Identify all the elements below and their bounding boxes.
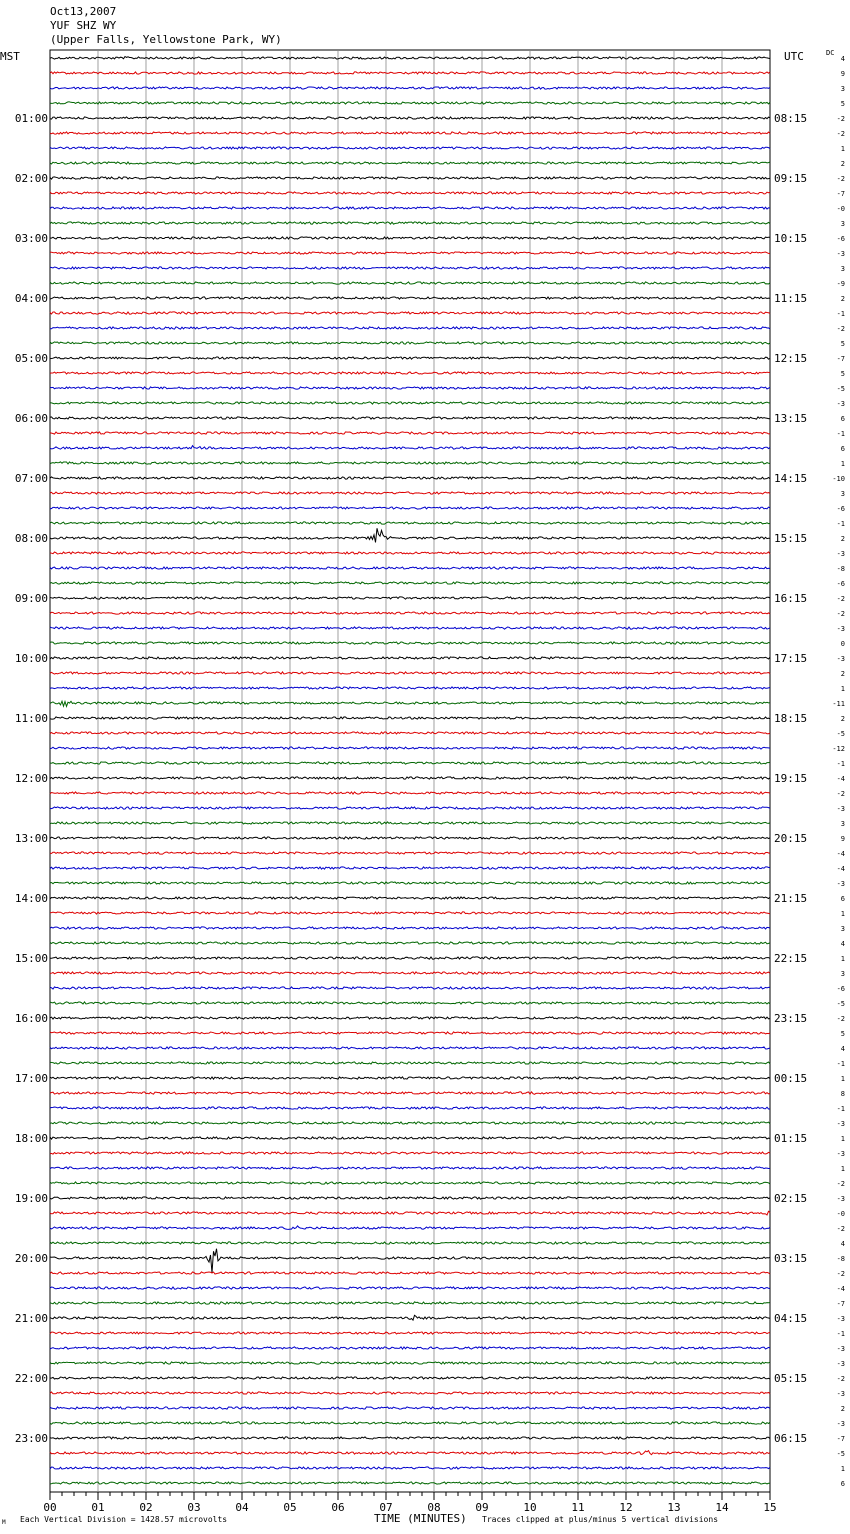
mst-hour-label: 04:00: [14, 292, 48, 305]
dc-offset-value: -6: [836, 235, 845, 243]
seismic-trace: [50, 987, 770, 989]
utc-hour-label: 12:15: [774, 352, 808, 365]
seismic-trace: [50, 657, 770, 659]
x-tick-label: 12: [619, 1501, 633, 1514]
dc-offset-value: -2: [836, 130, 845, 138]
dc-offset-value: -5: [836, 730, 845, 738]
seismic-trace: [50, 1467, 770, 1469]
dc-offset-value: -3: [836, 625, 845, 633]
mst-hour-label: 10:00: [14, 652, 48, 665]
dc-offset-value: -2: [836, 1270, 845, 1278]
mst-hour-label: 19:00: [14, 1192, 48, 1205]
mst-hour-label: 05:00: [14, 352, 48, 365]
seismic-trace: [50, 1137, 770, 1139]
mst-hour-label: 14:00: [14, 892, 48, 905]
dc-offset-value: -3: [836, 550, 845, 558]
dc-offset-value: -9: [836, 280, 845, 288]
utc-hour-label: 13:15: [774, 412, 808, 425]
x-tick-label: 05: [283, 1501, 297, 1514]
seismic-trace: [50, 477, 770, 479]
dc-offset-value: -5: [836, 385, 845, 393]
utc-hour-label: 20:15: [774, 832, 808, 845]
x-tick-label: 13: [667, 1501, 681, 1514]
mst-hour-label: 09:00: [14, 592, 48, 605]
dc-offset-value: 9: [840, 70, 845, 78]
right-timezone-label: UTC: [784, 50, 804, 63]
utc-hour-label: 23:15: [774, 1012, 808, 1025]
dc-offset-value: -1: [836, 1105, 845, 1113]
seismic-trace: [50, 432, 770, 434]
dc-offset-value: -2: [836, 595, 845, 603]
seismic-trace: [50, 1392, 770, 1394]
dc-offset-value: 5: [840, 100, 845, 108]
seismic-trace: [50, 1377, 770, 1379]
seismic-trace: [50, 1182, 770, 1184]
dc-offset-value: 2: [840, 715, 845, 723]
utc-hour-label: 01:15: [774, 1132, 808, 1145]
dc-offset-value: 1: [840, 1075, 845, 1083]
seismic-trace: [50, 1211, 770, 1215]
mst-hour-label: 03:00: [14, 232, 48, 245]
seismic-trace: [50, 1249, 770, 1273]
dc-offset-value: 6: [840, 415, 845, 423]
seismic-trace: [50, 372, 770, 374]
label-layer: [15, 55, 845, 1514]
dc-offset-value: -2: [836, 175, 845, 183]
dc-offset-value: 5: [840, 1030, 845, 1038]
dc-offset-value: -5: [836, 1450, 845, 1458]
utc-hour-label: 04:15: [774, 1312, 808, 1325]
dc-offset-value: 2: [840, 160, 845, 168]
utc-hour-label: 19:15: [774, 772, 808, 785]
seismic-trace: [50, 528, 770, 542]
seismic-trace: [50, 1152, 770, 1154]
x-tick-label: 06: [331, 1501, 345, 1514]
dc-offset-value: 1: [840, 1165, 845, 1173]
mst-hour-label: 11:00: [14, 712, 48, 725]
seismic-trace: [50, 1315, 770, 1320]
dc-offset-value: -2: [836, 1180, 845, 1188]
mst-hour-label: 17:00: [14, 1072, 48, 1085]
dc-offset-value: -4: [836, 775, 845, 783]
seismic-trace: [50, 912, 770, 914]
seismic-trace: [50, 1451, 770, 1455]
seismic-trace: [50, 1347, 770, 1349]
mst-hour-label: 08:00: [14, 532, 48, 545]
dc-offset-value: -6: [836, 985, 845, 993]
mst-hour-label: 16:00: [14, 1012, 48, 1025]
seismic-trace: [50, 102, 770, 104]
seismic-trace: [50, 822, 770, 824]
dc-offset-value: -2: [836, 790, 845, 798]
dc-offset-value: -3: [836, 1150, 845, 1158]
seismic-trace: [50, 252, 770, 254]
dc-offset-header: DC: [826, 49, 835, 57]
seismic-trace: [50, 57, 770, 60]
dc-offset-value: -3: [836, 1390, 845, 1398]
dc-offset-value: -3: [836, 1420, 845, 1428]
dc-offset-value: -3: [836, 1345, 845, 1353]
dc-offset-value: -11: [832, 700, 845, 708]
seismic-trace: [50, 1302, 770, 1304]
scale-note: Each Vertical Division = 1428.57 microvolts: [20, 1515, 228, 1524]
mst-hour-label: 07:00: [14, 472, 48, 485]
dc-offset-value: 1: [840, 1135, 845, 1143]
seismic-trace: [50, 1032, 770, 1034]
dc-offset-value: 6: [840, 1480, 845, 1488]
seismic-trace: [50, 942, 770, 944]
dc-offset-value: 2: [840, 295, 845, 303]
seismic-trace: [50, 132, 770, 134]
dc-offset-value: -3: [836, 1315, 845, 1323]
mst-hour-label: 06:00: [14, 412, 48, 425]
dc-offset-value: 1: [840, 460, 845, 468]
seismic-trace: [50, 87, 770, 89]
dc-offset-value: -4: [836, 850, 845, 858]
seismic-trace: [50, 1332, 770, 1334]
seismic-trace: [50, 117, 770, 119]
dc-offset-value: -4: [836, 1285, 845, 1293]
dc-offset-value: 3: [840, 220, 845, 228]
seismic-trace: [50, 342, 770, 344]
x-tick-label: 09: [475, 1501, 489, 1514]
x-tick-label: 11: [571, 1501, 585, 1514]
utc-hour-label: 02:15: [774, 1192, 808, 1205]
seismic-trace: [50, 597, 770, 599]
dc-offset-value: -8: [836, 565, 845, 573]
seismic-trace: [50, 882, 770, 884]
dc-offset-value: -2: [836, 610, 845, 618]
seismic-trace: [50, 627, 770, 629]
dc-offset-value: 2: [840, 670, 845, 678]
seismic-trace: [50, 957, 770, 959]
dc-offset-value: -10: [832, 475, 845, 483]
seismic-trace: [50, 222, 770, 224]
utc-hour-label: 00:15: [774, 1072, 808, 1085]
dc-offset-value: -5: [836, 1000, 845, 1008]
dc-offset-value: 1: [840, 1465, 845, 1473]
seismic-trace: [50, 867, 770, 869]
x-tick-label: 10: [523, 1501, 537, 1514]
seismic-trace: [50, 237, 770, 239]
seismic-trace: [50, 462, 770, 464]
seismic-trace: [50, 701, 770, 706]
chart-title-date: Oct13,2007: [50, 5, 117, 18]
seismic-trace: [50, 387, 770, 389]
x-tick-label: 08: [427, 1501, 441, 1514]
seismic-trace: [50, 297, 770, 299]
plot-frame: [50, 50, 770, 1492]
dc-offset-value: -1: [836, 430, 845, 438]
seismic-trace: [50, 357, 770, 359]
dc-offset-value: -2: [836, 1375, 845, 1383]
x-tick-label: 14: [715, 1501, 729, 1514]
dc-offset-value: -3: [836, 880, 845, 888]
seismic-trace: [50, 897, 770, 899]
seismic-trace: [50, 1422, 770, 1424]
seismic-trace: [50, 777, 770, 779]
dc-offset-value: 3: [840, 490, 845, 498]
seismic-trace: [50, 1092, 770, 1095]
mst-hour-label: 12:00: [14, 772, 48, 785]
seismic-trace: [50, 162, 770, 164]
mst-hour-label: 22:00: [14, 1372, 48, 1385]
utc-hour-label: 09:15: [774, 172, 808, 185]
dc-offset-value: 8: [840, 1090, 845, 1098]
seismic-trace: [50, 807, 770, 809]
x-tick-label: 04: [235, 1501, 249, 1514]
dc-offset-value: 3: [840, 85, 845, 93]
utc-hour-label: 10:15: [774, 232, 808, 245]
dc-offset-value: -3: [836, 1120, 845, 1128]
seismic-trace: [50, 1362, 770, 1364]
mst-hour-label: 20:00: [14, 1252, 48, 1265]
mst-hour-label: 02:00: [14, 172, 48, 185]
utc-hour-label: 21:15: [774, 892, 808, 905]
dc-offset-value: 2: [840, 535, 845, 543]
utc-hour-label: 03:15: [774, 1252, 808, 1265]
utc-hour-label: 08:15: [774, 112, 808, 125]
seismic-trace: [50, 1242, 770, 1244]
clip-note: Traces clipped at plus/minus 5 vertical divisions: [482, 1515, 719, 1524]
dc-offset-value: 3: [840, 820, 845, 828]
utc-hour-label: 05:15: [774, 1372, 808, 1385]
mst-hour-label: 15:00: [14, 952, 48, 965]
seismic-trace: [50, 327, 770, 329]
dc-offset-value: -12: [832, 745, 845, 753]
dc-offset-value: -3: [836, 400, 845, 408]
seismic-trace: [50, 1077, 770, 1079]
seismic-trace: [50, 747, 770, 749]
seismic-trace: [50, 312, 770, 314]
mst-hour-label: 18:00: [14, 1132, 48, 1145]
seismic-trace: [50, 732, 770, 734]
seismic-trace: [50, 687, 770, 689]
dc-offset-value: 4: [840, 55, 845, 63]
seismic-trace: [50, 1272, 770, 1274]
dc-offset-value: -7: [836, 190, 845, 198]
seismic-trace: [50, 72, 770, 74]
seismic-trace: [50, 147, 770, 149]
seismic-trace: [50, 417, 770, 419]
seismic-trace: [50, 1122, 770, 1124]
dc-offset-value: -6: [836, 580, 845, 588]
seismic-trace: [50, 282, 770, 284]
seismic-trace: [50, 207, 770, 209]
seismic-trace: [50, 762, 770, 764]
seismic-trace: [50, 507, 770, 509]
utc-hour-label: 17:15: [774, 652, 808, 665]
dc-offset-value: -2: [836, 1225, 845, 1233]
seismic-trace: [50, 192, 770, 194]
seismic-trace: [50, 1002, 770, 1004]
left-timezone-label: MST: [0, 50, 20, 63]
utc-hour-label: 15:15: [774, 532, 808, 545]
dc-offset-value: -3: [836, 1360, 845, 1368]
mst-hour-label: 23:00: [14, 1432, 48, 1445]
dc-offset-value: 1: [840, 910, 845, 918]
x-tick-label: 07: [379, 1501, 393, 1514]
seismic-trace: [50, 717, 770, 719]
chart-title-location: (Upper Falls, Yellowstone Park, WY): [50, 33, 282, 46]
dc-offset-value: 4: [840, 940, 845, 948]
dc-offset-value: -3: [836, 1195, 845, 1203]
dc-offset-value: -0: [836, 1210, 845, 1218]
dc-offset-value: 0: [840, 640, 845, 648]
x-tick-label: 01: [91, 1501, 105, 1514]
dc-offset-value: 9: [840, 835, 845, 843]
x-axis-title: TIME (MINUTES): [374, 1512, 467, 1525]
dc-offset-value: -1: [836, 310, 845, 318]
dc-offset-value: -3: [836, 250, 845, 258]
dc-offset-value: 1: [840, 685, 845, 693]
dc-offset-value: -2: [836, 325, 845, 333]
seismic-trace: [50, 567, 770, 569]
seismic-trace: [50, 1107, 770, 1109]
seismic-trace: [50, 1437, 770, 1439]
seismic-trace: [50, 492, 770, 494]
seismic-trace: [50, 642, 770, 644]
dc-offset-value: 3: [840, 925, 845, 933]
seismic-trace: [50, 1167, 770, 1169]
dc-offset-value: -3: [836, 805, 845, 813]
dc-offset-value: 2: [840, 1405, 845, 1413]
mst-hour-label: 13:00: [14, 832, 48, 845]
seismic-trace: [50, 612, 770, 614]
dc-offset-value: 4: [840, 1240, 845, 1248]
utc-hour-label: 22:15: [774, 952, 808, 965]
seismic-trace: [50, 1482, 770, 1484]
seismic-trace: [50, 267, 770, 269]
dc-offset-value: -1: [836, 760, 845, 768]
dc-offset-value: 3: [840, 970, 845, 978]
utc-hour-label: 18:15: [774, 712, 808, 725]
seismic-trace: [50, 1017, 770, 1019]
seismic-trace: [50, 837, 770, 839]
seismic-trace: [50, 177, 770, 179]
seismic-trace: [50, 1047, 770, 1049]
utc-hour-label: 14:15: [774, 472, 808, 485]
seismic-trace: [50, 552, 770, 554]
dc-offset-value: 4: [840, 1045, 845, 1053]
x-tick-label: 02: [139, 1501, 153, 1514]
dc-offset-value: 5: [840, 340, 845, 348]
seismic-trace: [50, 927, 770, 929]
dc-offset-value: -6: [836, 505, 845, 513]
dc-offset-value: 6: [840, 445, 845, 453]
dc-offset-value: -1: [836, 520, 845, 528]
dc-offset-value: -3: [836, 655, 845, 663]
seismic-trace: [50, 582, 770, 584]
utc-hour-label: 11:15: [774, 292, 808, 305]
dc-offset-value: -7: [836, 1435, 845, 1443]
dc-offset-value: -8: [836, 1255, 845, 1263]
dc-offset-value: 5: [840, 370, 845, 378]
chart-title-station: YUF SHZ WY: [50, 19, 117, 32]
mst-hour-label: 21:00: [14, 1312, 48, 1325]
seismic-trace: [50, 446, 770, 449]
seismic-trace: [50, 1407, 770, 1409]
utc-hour-label: 16:15: [774, 592, 808, 605]
seismic-trace: [50, 1226, 770, 1230]
dc-offset-value: -7: [836, 355, 845, 363]
seismic-trace: [50, 1062, 770, 1064]
utc-hour-label: 06:15: [774, 1432, 808, 1445]
x-tick-label: 03: [187, 1501, 201, 1514]
dc-offset-value: -2: [836, 115, 845, 123]
seismic-trace: [50, 1197, 770, 1199]
dc-offset-value: -1: [836, 1330, 845, 1338]
dc-offset-value: -7: [836, 1300, 845, 1308]
seismic-trace: [50, 672, 770, 674]
seismic-trace: [50, 402, 770, 404]
seismic-trace: [50, 852, 770, 854]
seismic-trace: [50, 792, 770, 794]
x-tick-label: 00: [43, 1501, 57, 1514]
x-tick-label: 15: [763, 1501, 777, 1514]
dc-offset-value: 1: [840, 955, 845, 963]
dc-offset-value: 1: [840, 145, 845, 153]
mst-hour-label: 01:00: [14, 112, 48, 125]
dc-offset-value: -2: [836, 1015, 845, 1023]
footer-mark: M: [2, 1519, 6, 1526]
dc-offset-value: 6: [840, 895, 845, 903]
seismic-trace: [50, 972, 770, 974]
seismic-trace: [50, 522, 770, 524]
dc-offset-value: -1: [836, 1060, 845, 1068]
dc-offset-value: -4: [836, 865, 845, 873]
trace-layer: [50, 57, 770, 1485]
seismic-trace: [50, 1287, 770, 1289]
dc-offset-value: 3: [840, 265, 845, 273]
dc-offset-value: -0: [836, 205, 845, 213]
